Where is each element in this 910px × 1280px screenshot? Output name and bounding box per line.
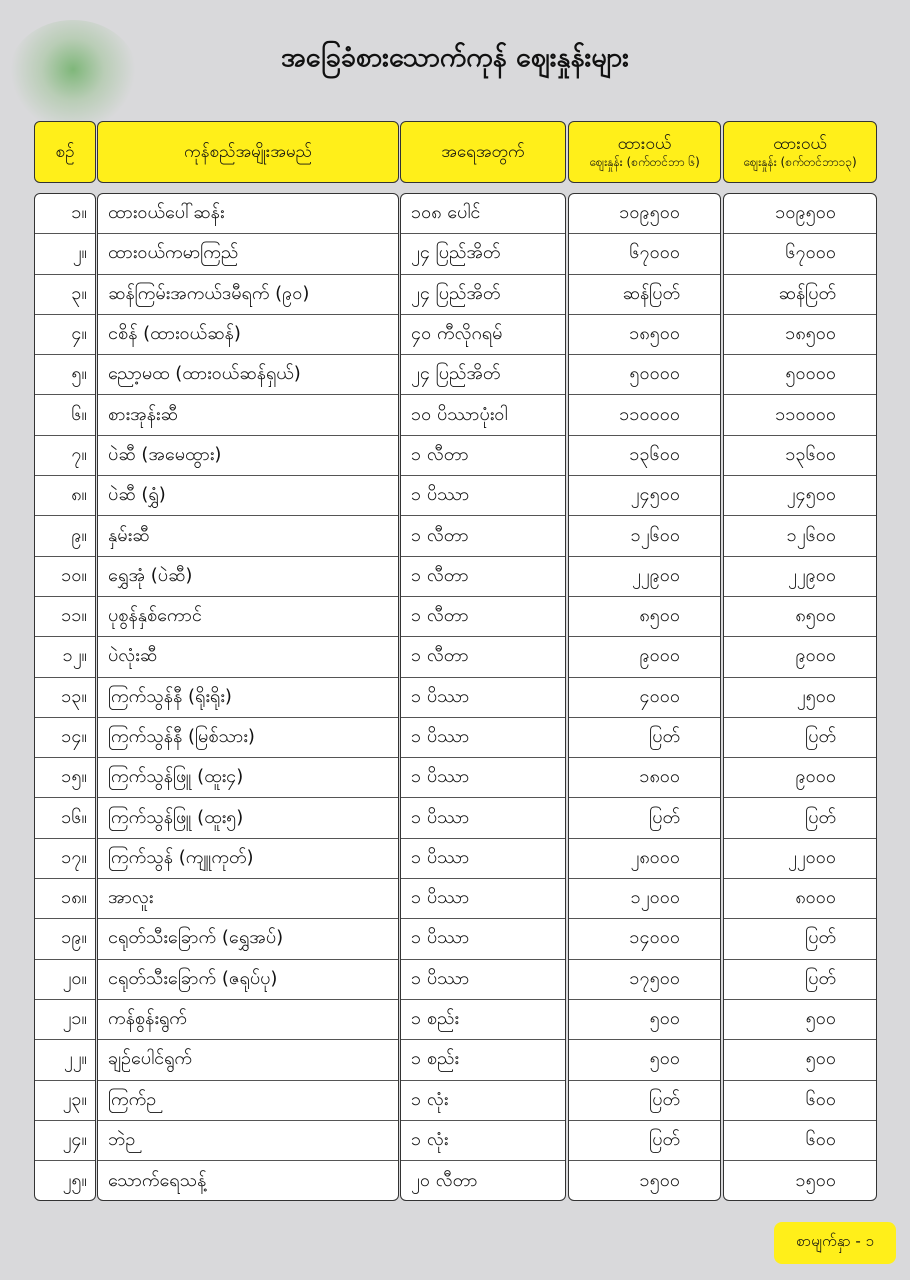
header-no-label: စဉ် (55, 141, 75, 162)
cell-price-sep13: ၂၂၉၀၀ (724, 557, 876, 597)
cell-no: ၉။ (35, 516, 95, 556)
cell-price-sep6: ၁၇၅၀၀ (569, 960, 720, 1000)
cell-name: ငစိန် (ထားဝယ်ဆန်) (98, 315, 398, 355)
cell-unit: ၄၀ ကီလိုဂရမ် (401, 315, 565, 355)
cell-name: ငရုတ်သီးခြောက် (ဇရုပ်ပု) (98, 960, 398, 1000)
cell-name: ထားဝယ်ကမာကြည် (98, 234, 398, 274)
cell-no: ၁၆။ (35, 798, 95, 838)
cell-name: ကန်စွန်းရွက် (98, 1000, 398, 1040)
cell-name: ကြက်သွန်နီ (မြစ်သား) (98, 718, 398, 758)
cell-price-sep13: ၅၀၀ (724, 1040, 876, 1080)
page-title: အခြေခံစားသောက်ကုန် ဈေးနှုန်းများ (280, 42, 629, 73)
header-price-sep13-line1: ထားဝယ် (773, 134, 827, 155)
header-name (97, 121, 399, 183)
cell-no: ၈။ (35, 476, 95, 516)
cell-name: ညော့မထ (ထားဝယ်ဆန်ရှယ်) (98, 355, 398, 395)
cell-name: သောက်ရေသန့် (108, 1169, 207, 1191)
header-price-sep13 (723, 121, 877, 183)
cell-price-sep6: ပြတ် (569, 718, 720, 758)
cell-name: ကြက်သွန်ဖြူ (ထူး၅) (98, 798, 398, 838)
cell-name: ရွှေအုံ (ပဲဆီ) (98, 557, 398, 597)
cell-unit: ၁ စည်း (401, 1000, 565, 1040)
cell-price-sep13: ၈၀၀၀ (724, 879, 876, 919)
cell-unit: ၁၀ ပိဿာပုံးဝါ (401, 395, 565, 435)
cell-price-sep13: ဆန်ပြတ် (724, 275, 876, 315)
cell-unit: ၁ ပိဿာ (401, 476, 565, 516)
cell-unit: ၂၄ ပြည်အိတ် (401, 275, 565, 315)
header-unit-label: အရေအတွက် (441, 141, 525, 162)
cell-unit: ၁ လုံး (401, 1081, 565, 1121)
cell-name: ပဲဆီ (အမေထွား) (98, 436, 398, 476)
cell-no: ၁၄။ (35, 718, 95, 758)
cell-price-sep6: ၅၀၀ (569, 1000, 720, 1040)
cell-no: ၁၉။ (35, 919, 95, 959)
cell-price-sep13: ပြတ် (724, 718, 876, 758)
header-price-sep6 (568, 121, 721, 183)
column-name (97, 193, 399, 1201)
cell-price-sep13: ပြတ် (724, 798, 876, 838)
cell-name: ထားဝယ်ပေါ်ဆန်း (98, 194, 398, 234)
cell-unit: ၁ လီတာ (401, 516, 565, 556)
cell-unit: ၁ ပိဿာ (401, 798, 565, 838)
cell-unit: ၂၀ လီတာ (411, 1169, 478, 1191)
cell-price-sep6: ၂၈၀၀၀ (569, 839, 720, 879)
cell-no: ၄။ (35, 315, 95, 355)
cell-price-sep6: ၁၄၀၀၀ (569, 919, 720, 959)
cell-price-sep6: ၁၅၀၀ (639, 1169, 680, 1191)
column-price-sep6 (568, 193, 721, 1201)
cell-name: နှမ်းဆီ (98, 516, 398, 556)
cell-price-sep6: ပြတ် (569, 1081, 720, 1121)
cell-unit: ၁ လီတာ (401, 597, 565, 637)
column-no (34, 193, 96, 1201)
cell-price-sep6: ၁၂၀၀၀ (569, 879, 720, 919)
cell-unit: ၁၀၈ ပေါင် (401, 194, 565, 234)
cell-no: ၅။ (35, 355, 95, 395)
cell-unit: ၁ စည်း (401, 1040, 565, 1080)
cell-price-sep13: ၅၀၀ (724, 1000, 876, 1040)
cell-no: ၂၃။ (35, 1081, 95, 1121)
cell-no: ၆။ (35, 395, 95, 435)
cell-price-sep13: ပြတ် (724, 960, 876, 1000)
cell-no: ၂။ (35, 234, 95, 274)
cell-unit: ၁ ပိဿာ (401, 839, 565, 879)
cell-no: ၂၄။ (35, 1121, 95, 1161)
cell-price-sep13: ၉၀၀၀ (724, 637, 876, 677)
cell-name: ကြက်ဉ (98, 1081, 398, 1121)
cell-price-sep13: ၁၈၅၀၀ (724, 315, 876, 355)
cell-unit: ၁ လီတာ (401, 637, 565, 677)
cell-no: ၁၁။ (35, 597, 95, 637)
cell-no: ၇။ (35, 436, 95, 476)
cell-no: ၂၂။ (35, 1040, 95, 1080)
cell-price-sep13: ၂၄၅၀၀ (724, 476, 876, 516)
cell-price-sep13: ၂၂၀၀၀ (724, 839, 876, 879)
cell-price-sep13: ၆၀၀ (724, 1121, 876, 1161)
cell-unit: ၂၄ ပြည်အိတ် (401, 355, 565, 395)
cell-price-sep6: ၅၀၀၀၀ (569, 355, 720, 395)
cell-price-sep13: ၁၁၀၀၀၀ (724, 395, 876, 435)
cell-price-sep6: ၁၃၆၀၀ (569, 436, 720, 476)
cell-no: ၁၃။ (35, 678, 95, 718)
cell-name: ငရုတ်သီးခြောက် (ရွှေအပ်) (98, 919, 398, 959)
cell-no: ၁၈။ (35, 879, 95, 919)
column-price-sep13 (723, 193, 877, 1201)
cell-price-sep13: ၁၃၆၀၀ (724, 436, 876, 476)
cell-price-sep13: ၁၅၀၀ (795, 1169, 836, 1191)
cell-unit: ၁ ပိဿာ (401, 960, 565, 1000)
cell-price-sep6: ၅၀၀ (569, 1040, 720, 1080)
cell-price-sep6: ၆၇၀၀၀ (569, 234, 720, 274)
column-unit (400, 193, 566, 1201)
cell-price-sep6: ၂၂၉၀၀ (569, 557, 720, 597)
cell-name: ကြက်သွန်နီ (ရိုးရိုး) (98, 678, 398, 718)
header-unit (400, 121, 566, 183)
page-number-badge: စာမျက်နှာ - ၁ (774, 1222, 896, 1264)
cell-name: အာလူး (98, 879, 398, 919)
header-price-sep6-line2: ဈေးနှုန်း (စက်တင်ဘာ ၆) (589, 155, 700, 170)
header-no (34, 121, 96, 183)
cell-price-sep13: ၉၀၀၀ (724, 758, 876, 798)
cell-name: ကြက်သွန် (ကျူကုတ်) (98, 839, 398, 879)
cell-name: ပဲလုံးဆီ (98, 637, 398, 677)
cell-no: ၂၀။ (35, 960, 95, 1000)
cell-no: ၃။ (35, 275, 95, 315)
cell-price-sep13: ၁၂၆၀၀ (724, 516, 876, 556)
cell-unit: ၁ ပိဿာ (401, 678, 565, 718)
cell-name: စားအုန်းဆီ (98, 395, 398, 435)
cell-unit: ၁ ပိဿာ (401, 758, 565, 798)
cell-price-sep6: ၄၀၀၀ (569, 678, 720, 718)
cell-no: ၂၁။ (35, 1000, 95, 1040)
cell-price-sep6: ၁၂၆၀၀ (569, 516, 720, 556)
cell-price-sep6: ပြတ် (569, 798, 720, 838)
header-price-sep6-line1: ထားဝယ် (617, 134, 672, 155)
cell-unit: ၁ ပိဿာ (401, 718, 565, 758)
cell-price-sep6: ၁၈၅၀၀ (569, 315, 720, 355)
cell-name: ချဉ်ပေါင်ရွက် (98, 1040, 398, 1080)
cell-price-sep13: ၈၅၀၀ (724, 597, 876, 637)
cell-unit: ၁ ပိဿာ (401, 879, 565, 919)
cell-no: ၁၂။ (35, 637, 95, 677)
header-name-label: ကုန်စည်အမျိုးအမည် (184, 141, 312, 162)
cell-name: ဆန်ကြမ်းအကယ်ဒမီရက် (၉၀) (98, 275, 398, 315)
cell-name: ပဲဆီ (ရွှံ) (98, 476, 398, 516)
cell-price-sep13: ပြတ် (724, 919, 876, 959)
cell-name: ဘဲဉ (98, 1121, 398, 1161)
cell-no: ၁၀။ (35, 557, 95, 597)
cell-name: ကြက်သွန်ဖြူ (ထူး၄) (98, 758, 398, 798)
cell-price-sep6: ၁၈၀၀ (569, 758, 720, 798)
header-price-sep13-line2: ဈေးနှုန်း (စက်တင်ဘာ၁၃) (743, 155, 857, 170)
cell-no: ၁၇။ (35, 839, 95, 879)
cell-price-sep6: ၁၁၀၀၀၀ (569, 395, 720, 435)
cell-unit: ၁ ပိဿာ (401, 919, 565, 959)
cell-unit: ၁ လီတာ (401, 557, 565, 597)
cell-price-sep6: ၉၀၀၀ (569, 637, 720, 677)
cell-price-sep6: ၂၄၅၀၀ (569, 476, 720, 516)
cell-unit: ၂၄ ပြည်အိတ် (401, 234, 565, 274)
cell-price-sep13: ၂၅၀၀ (724, 678, 876, 718)
cell-unit: ၁ လုံး (401, 1121, 565, 1161)
cell-price-sep6: ၁၀၉၅၀၀ (569, 194, 720, 234)
cell-no: ၂၅။ (62, 1169, 87, 1191)
cell-name: ပုစွန်နှစ်ကောင် (98, 597, 398, 637)
cell-price-sep6: ပြတ် (569, 1121, 720, 1161)
cell-unit: ၁ လီတာ (401, 436, 565, 476)
cell-no: ၁။ (35, 194, 95, 234)
cell-no: ၁၅။ (35, 758, 95, 798)
cell-price-sep13: ၁၀၉၅၀၀ (724, 194, 876, 234)
cell-price-sep13: ၅၀၀၀၀ (724, 355, 876, 395)
cell-price-sep13: ၆၀၀ (724, 1081, 876, 1121)
cell-price-sep13: ၆၇၀၀၀ (724, 234, 876, 274)
cell-price-sep6: ဆန်ပြတ် (569, 275, 720, 315)
cell-price-sep6: ၈၅၀၀ (569, 597, 720, 637)
